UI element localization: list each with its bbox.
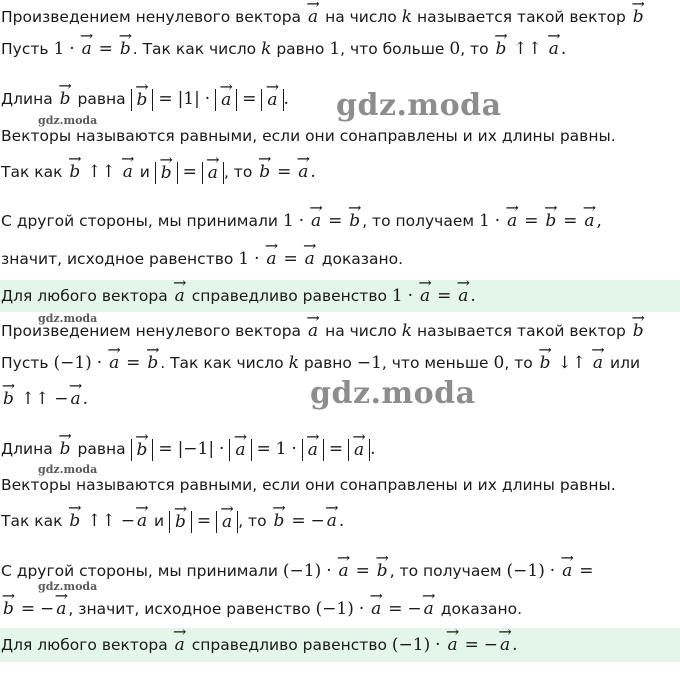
- vector-length: [216, 511, 238, 533]
- vector-symbol: → b: [135, 442, 150, 459]
- vector-symbol: → a: [498, 637, 512, 654]
- p2-line-2: [0, 348, 680, 378]
- vector-symbol: → b: [118, 41, 133, 58]
- math-token: ↑↑: [87, 162, 116, 182]
- vector-symbol: → b: [272, 513, 287, 530]
- math-token: ·: [407, 286, 414, 306]
- text-fragment: справедливо равенство: [191, 287, 387, 305]
- math-token: (−1): [315, 599, 354, 619]
- p2-conclusion: [0, 628, 680, 662]
- math-token: 1: [329, 39, 341, 59]
- p1-line-7: [0, 244, 680, 274]
- math-token: 1: [53, 39, 65, 59]
- vector-symbol: → a: [445, 637, 459, 654]
- vector-b: → b: [631, 9, 646, 26]
- math-token: =: [328, 211, 343, 231]
- vector-a: → a: [306, 9, 320, 26]
- text-fragment: . Так как число: [160, 354, 284, 372]
- math-token: .: [470, 286, 476, 306]
- vector-symbol: → b: [375, 563, 390, 580]
- text-fragment: , то получаем: [389, 562, 502, 580]
- math-token: 1: [479, 211, 490, 231]
- vector-symbol: → b: [67, 513, 82, 530]
- vector-symbol: → a: [264, 251, 278, 268]
- math-token: |−1|: [177, 439, 215, 459]
- vector-symbol: → b: [145, 355, 160, 372]
- text-fragment: Произведением ненулевого вектора: [1, 322, 302, 340]
- math-token: 1: [391, 286, 403, 306]
- number-k: k: [401, 7, 413, 27]
- math-token: ·: [204, 89, 211, 109]
- math-token: =: [158, 89, 173, 109]
- math-token: ·: [494, 211, 501, 231]
- math-token: (−1): [53, 353, 92, 373]
- text-fragment: , значит, исходное равенство: [68, 600, 311, 618]
- vector-symbol: → a: [422, 601, 436, 618]
- vector-symbol: → a: [369, 601, 383, 618]
- math-token: =: [524, 211, 539, 231]
- text-fragment: Так как: [1, 163, 63, 181]
- vector-symbol: → b: [538, 355, 553, 372]
- math-token: −: [483, 635, 498, 655]
- math-token: ↑↑: [20, 389, 50, 409]
- math-token: 1: [282, 211, 294, 231]
- vector-symbol: → a: [121, 164, 135, 181]
- math-token: =: [291, 511, 306, 531]
- vector-symbol: → b: [631, 323, 646, 340]
- vector-length: [348, 439, 370, 461]
- text-fragment: на число: [325, 322, 397, 340]
- vector-symbol: → b: [257, 164, 272, 181]
- text-fragment: С другой стороны, мы принимали: [1, 212, 278, 230]
- vector-symbol: → a: [306, 323, 320, 340]
- vector-symbol: → a: [219, 92, 233, 109]
- vector-symbol: → a: [306, 442, 320, 459]
- vector-length: [169, 511, 192, 533]
- vector-symbol: → a: [173, 288, 187, 305]
- text-fragment: Длина: [1, 90, 53, 108]
- vector-length: [229, 439, 251, 461]
- math-token: −: [54, 389, 69, 409]
- text-fragment: справедливо равенство: [191, 636, 387, 654]
- math-token: ↑↑: [513, 39, 542, 59]
- text-fragment: доказано.: [440, 600, 523, 618]
- math-token: 1: [238, 249, 250, 269]
- text-fragment: Длина: [1, 440, 53, 458]
- math-token: =: [388, 599, 403, 619]
- text-fragment: и: [139, 163, 150, 181]
- vector-symbol: → a: [337, 563, 351, 580]
- vector-symbol: → a: [418, 288, 432, 305]
- math-token: k: [288, 353, 299, 373]
- math-token: =: [283, 249, 298, 269]
- text-fragment: , то получаем: [362, 212, 475, 230]
- vector-symbol: → a: [233, 442, 247, 459]
- math-token: =: [242, 89, 257, 109]
- math-token: ·: [69, 39, 75, 59]
- p2-line-4: [0, 434, 680, 464]
- p1-line-2: [0, 34, 680, 64]
- watermark-big: gdz.moda: [310, 376, 476, 411]
- vector-symbol: → b: [159, 165, 174, 182]
- text-fragment: , то: [504, 354, 533, 372]
- text-fragment: , что меньше: [381, 354, 489, 372]
- math-token: ·: [254, 249, 260, 269]
- watermark-small: gdz.moda: [38, 463, 98, 476]
- vector-symbol: → b: [67, 164, 82, 181]
- vector-symbol: → b: [58, 91, 73, 108]
- vector-symbol: → a: [456, 288, 470, 305]
- text-fragment: , то: [223, 163, 253, 181]
- vector-symbol: → b: [58, 441, 73, 458]
- vector-symbol: → b: [135, 92, 150, 109]
- vector-symbol: → b: [543, 213, 558, 230]
- vector-length: [261, 89, 283, 111]
- math-token: 0: [493, 353, 505, 373]
- watermark-big: gdz.moda: [336, 88, 502, 123]
- text-fragment: . Так как число: [132, 40, 257, 58]
- math-token: 1: [275, 439, 287, 459]
- text-fragment: Для любого вектора: [1, 636, 168, 654]
- vector-symbol: → a: [582, 213, 596, 230]
- math-token: −: [310, 511, 325, 531]
- math-token: |1|: [177, 89, 200, 109]
- math-token: =: [158, 439, 173, 459]
- math-token: =: [277, 162, 292, 182]
- text-fragment: на число: [325, 8, 397, 26]
- math-token: ,: [596, 211, 602, 231]
- vector-symbol: → b: [494, 41, 509, 58]
- math-token: −: [407, 599, 422, 619]
- vector-symbol: → a: [296, 164, 310, 181]
- text-fragment: Для любого вектора: [1, 287, 168, 305]
- vector-symbol: → b: [1, 601, 16, 618]
- math-token: ↑↑: [87, 511, 116, 531]
- vector-symbol: → b: [347, 213, 362, 230]
- math-token: (−1): [391, 635, 431, 655]
- math-token: .: [560, 39, 567, 59]
- vector-symbol: → a: [107, 355, 121, 372]
- math-token: ·: [291, 439, 297, 459]
- text-fragment: Пусть: [1, 40, 49, 58]
- math-token: =: [20, 599, 36, 619]
- p1-line-1: [0, 2, 680, 32]
- math-token: =: [579, 561, 594, 581]
- math-token: .: [338, 511, 345, 531]
- vector-symbol: → a: [173, 637, 187, 654]
- text-fragment: доказано.: [321, 250, 404, 268]
- vector-length: [202, 162, 224, 184]
- text-fragment: Пусть: [1, 354, 49, 372]
- math-token: k: [401, 321, 413, 341]
- text-fragment: значит, исходное равенство: [1, 250, 234, 268]
- math-token: ·: [549, 561, 556, 581]
- math-token: =: [256, 439, 271, 459]
- p1-line-4: Векторы называются равными, если они сонаправлены и их длины равны.: [1, 127, 616, 145]
- math-token: ·: [96, 353, 103, 373]
- p1-conclusion: [0, 280, 680, 312]
- vector-symbol: → b: [173, 514, 188, 531]
- math-token: (−1): [506, 561, 545, 581]
- text-fragment: равно: [276, 40, 325, 58]
- text-fragment: равно: [303, 354, 352, 372]
- vector-symbol: → a: [547, 41, 561, 58]
- text-fragment: С другой стороны, мы принимали: [1, 562, 278, 580]
- text-fragment: называется такой вектор: [416, 8, 626, 26]
- text-fragment: Произведением ненулевого вектора: [1, 8, 302, 26]
- vector-symbol: → a: [220, 514, 234, 531]
- vector-length: [131, 89, 154, 111]
- math-token: −: [40, 599, 55, 619]
- math-token: ·: [219, 439, 225, 459]
- vector-symbol: → a: [206, 165, 220, 182]
- vector-symbol: → a: [303, 251, 317, 268]
- vector-symbol: → a: [265, 92, 279, 109]
- text-fragment: равна: [77, 440, 126, 458]
- math-token: .: [283, 89, 289, 109]
- watermark-small: gdz.moda: [38, 114, 98, 127]
- p2-line-5: Векторы называются равными, если они сонаправлены и их длины равны.: [1, 476, 616, 494]
- math-token: =: [182, 162, 197, 182]
- p2-line-8: [0, 594, 680, 624]
- vector-length: [131, 439, 154, 461]
- text-fragment: , что больше: [340, 40, 445, 58]
- math-token: =: [464, 635, 479, 655]
- math-token: =: [563, 211, 578, 231]
- watermark-small: gdz.moda: [38, 312, 98, 325]
- vector-symbol: → a: [135, 513, 149, 530]
- math-token: .: [370, 439, 376, 459]
- vector-symbol: → a: [591, 355, 605, 372]
- vector-symbol: → a: [309, 213, 323, 230]
- text-fragment: , то: [460, 40, 489, 58]
- text-fragment: Так как: [1, 512, 63, 530]
- vector-length: [155, 162, 178, 184]
- math-token: −: [120, 511, 135, 531]
- vector-symbol: → a: [352, 442, 366, 459]
- math-token: k: [261, 39, 272, 59]
- math-token: (−1): [282, 561, 322, 581]
- watermark-small: gdz.moda: [38, 580, 98, 593]
- p1-line-6: [0, 206, 680, 236]
- math-token: ·: [358, 599, 365, 619]
- vector-symbol: → a: [54, 601, 68, 618]
- math-token: −1: [356, 353, 382, 373]
- math-token: =: [126, 353, 141, 373]
- math-token: ·: [298, 211, 305, 231]
- p2-line-6: [0, 506, 680, 536]
- math-token: .: [512, 635, 518, 655]
- vector-symbol: → a: [505, 213, 519, 230]
- math-token: ·: [435, 635, 441, 655]
- math-token: =: [328, 439, 344, 459]
- p2-line-7: [0, 556, 680, 586]
- vector-symbol: → a: [80, 41, 94, 58]
- vector-symbol: → b: [1, 391, 16, 408]
- math-token: =: [437, 286, 452, 306]
- math-token: =: [98, 39, 113, 59]
- vector-symbol: → a: [560, 563, 574, 580]
- text-fragment: называется такой вектор: [416, 322, 626, 340]
- text-fragment: , то: [238, 512, 267, 530]
- p1-line-5: [0, 157, 680, 187]
- math-token: =: [355, 561, 370, 581]
- vector-length: [302, 439, 324, 461]
- text-fragment: и: [154, 512, 165, 530]
- vector-symbol: → a: [325, 513, 339, 530]
- text-fragment: равна: [77, 90, 126, 108]
- math-token: =: [196, 511, 212, 531]
- math-token: .: [82, 389, 89, 409]
- vector-length: [215, 89, 237, 111]
- math-token: .: [310, 162, 316, 182]
- p2-line-1: [0, 316, 680, 346]
- math-token: ·: [326, 561, 332, 581]
- math-token: 0: [449, 39, 461, 59]
- text-fragment: или: [610, 354, 641, 372]
- vector-symbol: → a: [69, 391, 83, 408]
- math-token: ↓↑: [557, 353, 586, 373]
